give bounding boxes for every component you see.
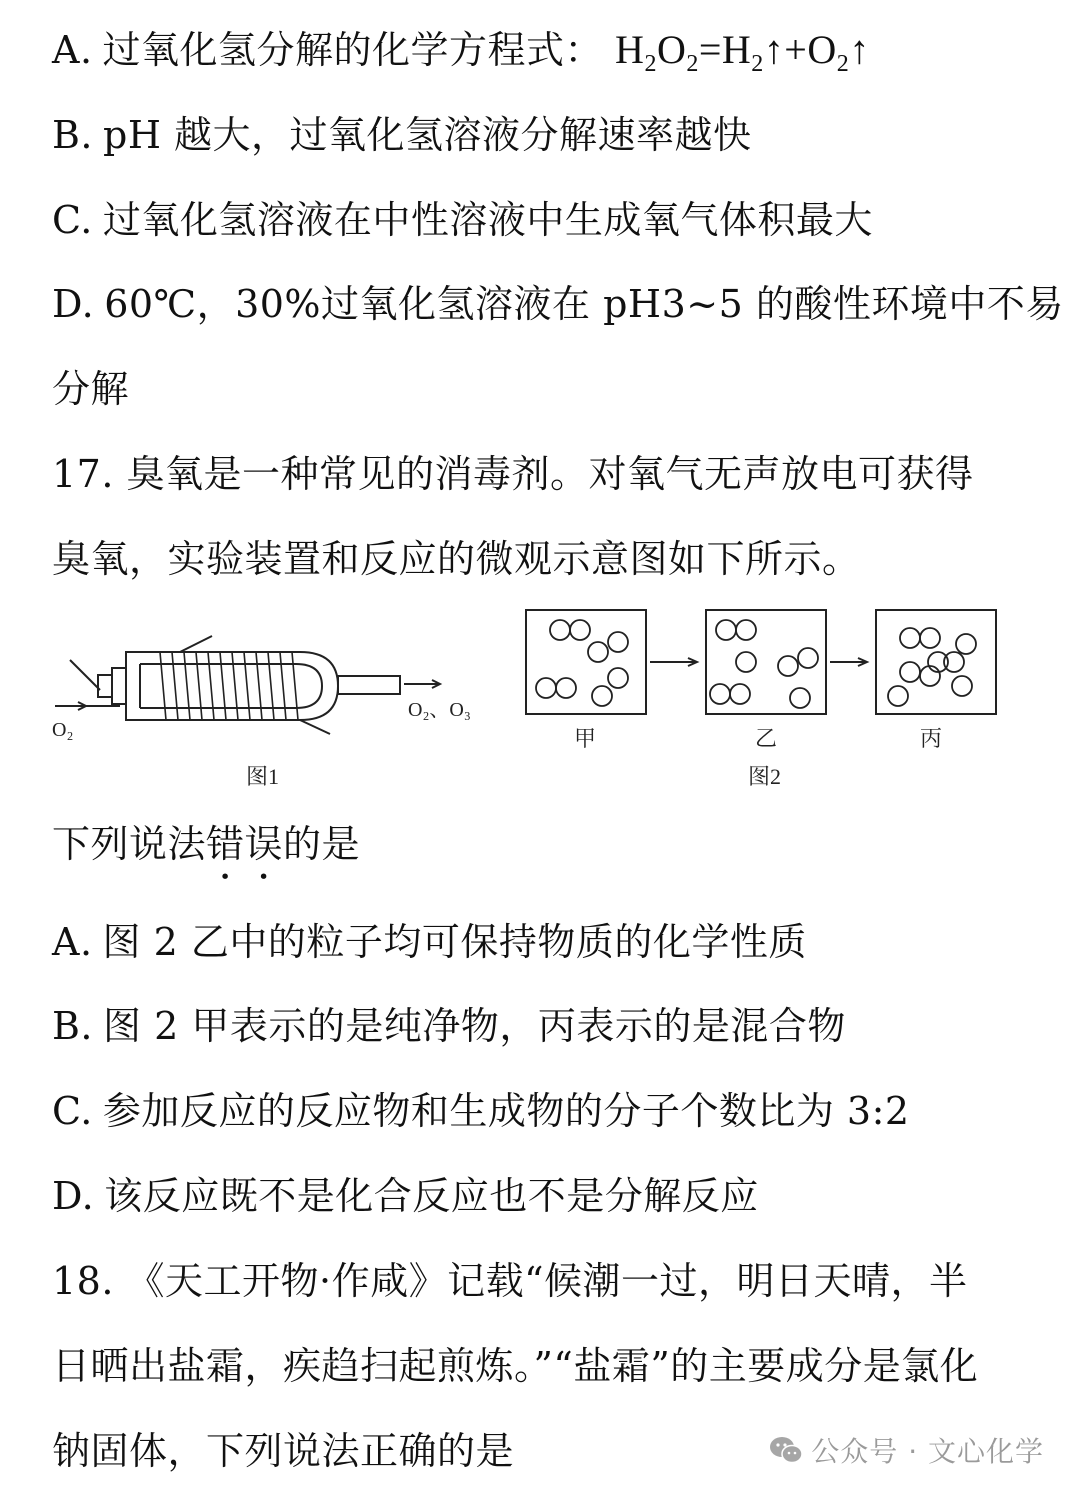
option-letter: C. bbox=[52, 198, 93, 242]
outlet-tube bbox=[338, 676, 400, 694]
watermark-text: 公众号 · 文心化学 bbox=[811, 1435, 1044, 1468]
connector-collar bbox=[112, 668, 126, 704]
option-text: 图 2 甲表示的是纯净物，丙表示的是混合物 bbox=[103, 1004, 846, 1048]
option-text: 过氧化氢分解的化学方程式： bbox=[102, 28, 604, 72]
option-letter: D. bbox=[52, 1174, 95, 1218]
micro-diagram bbox=[526, 610, 996, 714]
option-letter: B. bbox=[52, 1004, 94, 1048]
q16-option-d bbox=[52, 282, 1064, 326]
q17-question bbox=[52, 822, 360, 888]
chemical-equation: $H_2O_2=H_2↑+O_2↑$ bbox=[615, 27, 870, 77]
outer-tube bbox=[126, 652, 338, 720]
option-letter: B. bbox=[52, 113, 94, 157]
electrode-wire bbox=[70, 660, 100, 690]
q17-stem-line-1: 17. 臭氧是一种常见的消毒剂。对氧气无声放电可获得 bbox=[52, 452, 974, 496]
fig1-caption: 图1 bbox=[246, 764, 280, 789]
option-letter: A. bbox=[52, 28, 93, 72]
yi-molecules bbox=[710, 620, 818, 708]
box-label-jia: 甲 bbox=[574, 726, 597, 751]
option-letter: D. bbox=[52, 282, 95, 326]
option-text: pH 越大，过氧化氢溶液分解速率越快 bbox=[103, 113, 752, 157]
q17-option-c bbox=[52, 1089, 910, 1133]
question-prefix: 下列说法 bbox=[52, 822, 207, 866]
q16-option-a bbox=[52, 27, 870, 77]
ozone-generator-diagram bbox=[55, 636, 440, 734]
box-bing bbox=[876, 610, 996, 714]
option-text: 该反应既不是化合反应也不是分解反应 bbox=[104, 1174, 759, 1218]
box-yi bbox=[706, 610, 826, 714]
q17-option-d bbox=[52, 1174, 759, 1218]
q17-option-a bbox=[52, 920, 807, 964]
lead-top bbox=[180, 636, 212, 652]
jia-molecules bbox=[536, 620, 628, 706]
q16-option-c bbox=[52, 198, 873, 242]
option-letter: A. bbox=[52, 920, 93, 964]
option-text: 图 2 乙中的粒子均可保持物质的化学性质 bbox=[102, 920, 807, 964]
option-letter: C. bbox=[52, 1089, 93, 1133]
inlet-label: O₂ bbox=[52, 719, 74, 741]
option-text: 参加反应的反应物和生成物的分子个数比为 3:2 bbox=[102, 1089, 910, 1133]
lead-bottom bbox=[300, 720, 330, 734]
q18-stem-line-2: 日晒出盐霜，疾趋扫起煎炼。”“盐霜”的主要成分是氯化 bbox=[52, 1344, 979, 1388]
q16-option-d-continued bbox=[52, 367, 130, 411]
figures-svg bbox=[0, 600, 1080, 800]
connector bbox=[98, 675, 112, 697]
q18-stem-line-3: 钠固体，下列说法正确的是 bbox=[52, 1429, 515, 1473]
box-label-bing: 丙 bbox=[920, 726, 943, 751]
wechat-icon bbox=[769, 1435, 803, 1465]
option-text: 60℃，30%过氧化氢溶液在 pH3~5 的酸性环境中不易 bbox=[104, 282, 1064, 326]
q16-option-b bbox=[52, 113, 752, 157]
q18-stem-line-1: 18. 《天工开物·作咸》记载“候潮一过，明日天晴，半 bbox=[52, 1259, 968, 1303]
option-text: 过氧化氢溶液在中性溶液中生成氧气体积最大 bbox=[102, 198, 873, 242]
outlet-label: O₂、O₃ bbox=[408, 699, 471, 721]
option-text: 分解 bbox=[52, 367, 130, 411]
coil-windings bbox=[160, 652, 298, 720]
q17-figures bbox=[0, 600, 1080, 800]
watermark bbox=[769, 1430, 1044, 1470]
fig2-caption: 图2 bbox=[748, 764, 782, 789]
q17-stem-line-2: 臭氧，实验装置和反应的微观示意图如下所示。 bbox=[52, 537, 861, 581]
question-suffix: 的是 bbox=[283, 822, 361, 866]
box-label-yi: 乙 bbox=[755, 726, 778, 751]
question-emphasis: 错误 bbox=[206, 822, 284, 866]
bing-molecules bbox=[888, 628, 976, 706]
q17-option-b bbox=[52, 1004, 846, 1048]
